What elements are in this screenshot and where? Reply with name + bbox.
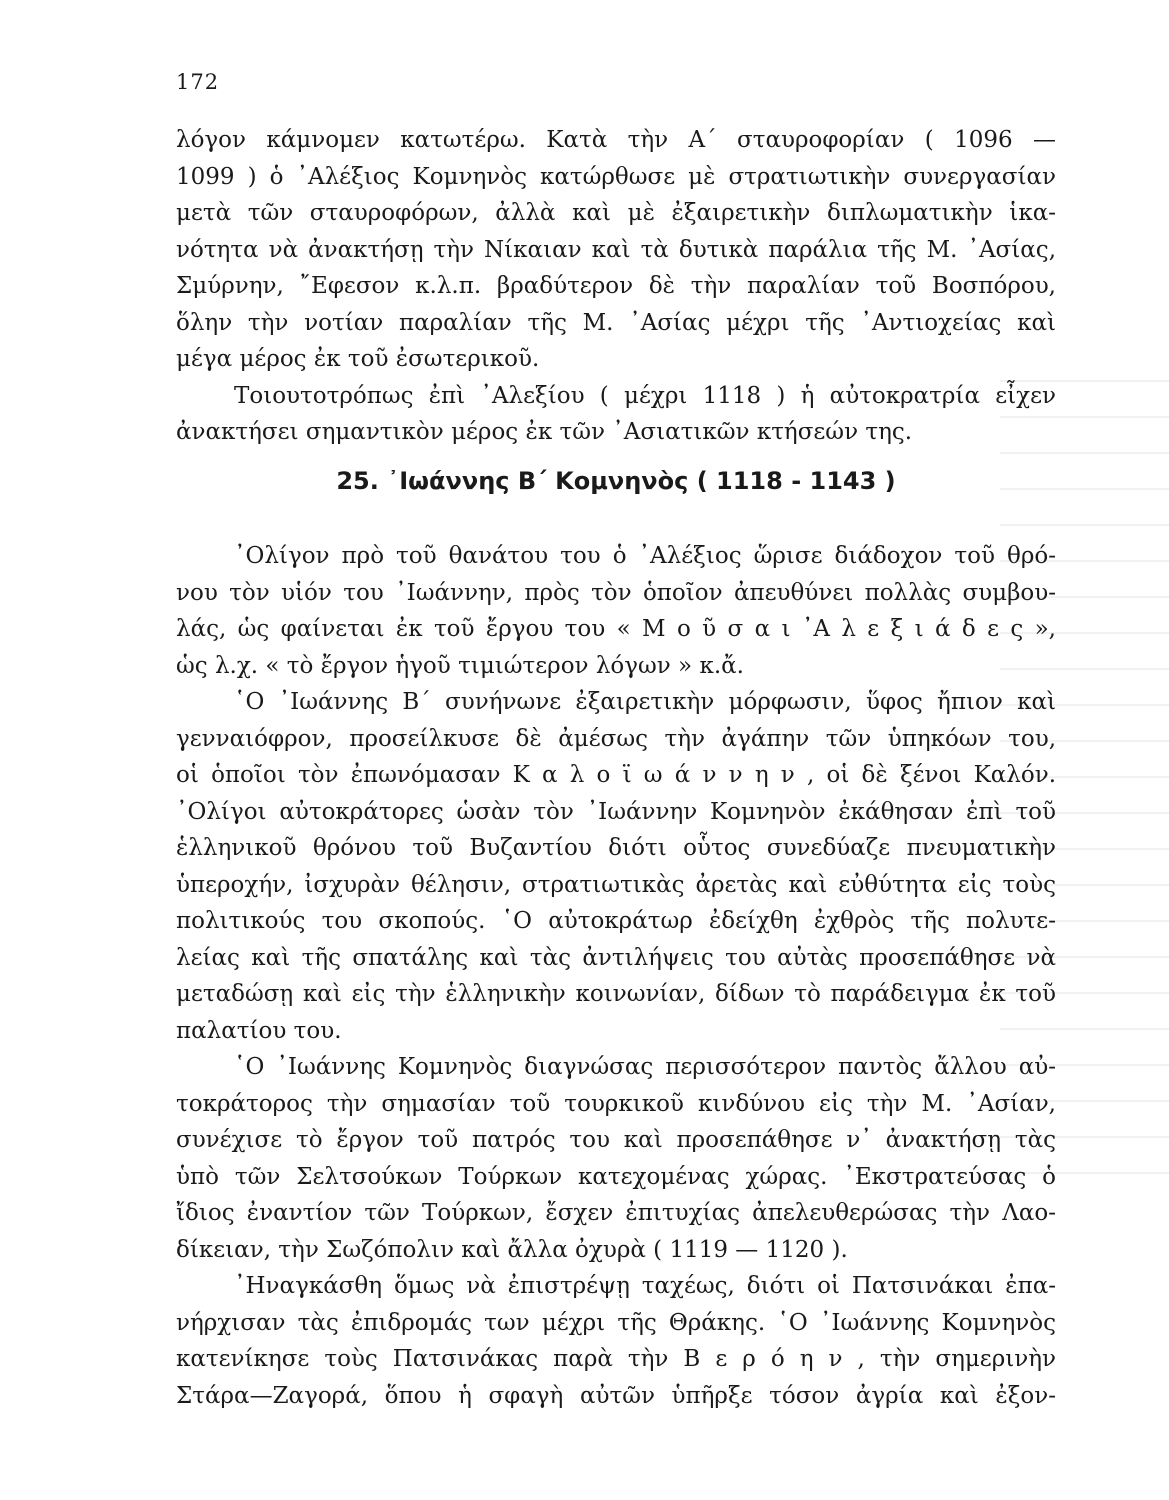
text-line: ῾Ο ᾿Ιωάννης Κομνηνὸς διαγνώσας περισσότερον παντὸς ἄλλου αὐ- (234, 1054, 1056, 1080)
text-line: νήρχισαν τὰς ἐπιδρομάς των μέχρι τῆς Θράκης. ῾Ο ᾿Ιωάννης Κομνηνὸς (176, 1309, 1056, 1336)
text-line: λάς, ὡς φαίνεται ἐκ τοῦ ἔργου του « Μ ο ῦ σ α ι ᾿Α λ ε ξ ι ά δ ε ς », (176, 616, 1056, 642)
text-line: λείας καὶ τῆς σπατάλης καὶ τὰς ἀντιλήψεις του αὐτὰς προσεπάθησε νὰ (176, 944, 1056, 971)
text-line: ῾Ο ᾿Ιωάννης Β΄ συνήνωνε ἐξαιρετικὴν μόρφωσιν, ὕφος ἤπιον καὶ (234, 689, 1056, 715)
section-1-text (176, 122, 1056, 451)
text-line: δίκειαν, τὴν Σωζόπολιν καὶ ἄλλα ὀχυρὰ ( 1119 — 1120 ). (176, 1236, 848, 1263)
text-line: ᾿Ολίγον πρὸ τοῦ θανάτου του ὁ ᾿Αλέξιος ὥρισε διάδοχον τοῦ θρό- (234, 543, 1056, 569)
text-line: κατενίκησε τοὺς Πατσινάκας παρὰ τὴν Β ε ρ ό η ν , τὴν σημερινὴν (176, 1346, 1056, 1372)
text-line: λόγον κάμνομεν κατωτέρω. Κατὰ τὴν Α΄ σταυροφορίαν ( 1096 — (176, 127, 1056, 153)
text-line: νότητα νὰ ἀνακτήσῃ τὴν Νίκαιαν καὶ τὰ δυτικὰ παράλια τῆς Μ. ᾿Ασίας, (176, 236, 1056, 263)
text-line: ὑπὸ τῶν Σελτσούκων Τούρκων κατεχομένας χώρας. ᾿Εκστρατεύσας ὁ (176, 1163, 1056, 1190)
text-line: ἀνακτήσει σημαντικὸν μέρος ἐκ τῶν ᾿Ασιατικῶν κτήσεών της. (176, 419, 913, 445)
text-line: νου τὸν υἱόν του ᾿Ιωάννην, πρὸς τὸν ὁποῖον ἀπευθύνει πολλὰς συμβου- (176, 579, 1056, 606)
text-line: γενναιόφρον, προσείλκυσε δὲ ἀμέσως τὴν ἀγάπην τῶν ὑπηκόων του, (176, 725, 1056, 752)
text-line: παλατίου του. (176, 1017, 342, 1044)
page-number: 172 (176, 70, 220, 94)
text-line: τοκράτορος τὴν σημασίαν τοῦ τουρκικοῦ κινδύνου εἰς τὴν Μ. ᾿Ασίαν, (176, 1090, 1056, 1117)
text-line: ᾿Ηναγκάσθη ὅμως νὰ ἐπιστρέψῃ ταχέως, διότι οἱ Πατσινάκαι ἐπα- (234, 1273, 1056, 1299)
text-line: ἑλληνικοῦ θρόνου τοῦ Βυζαντίου διότι οὗτος συνεδύαζε πνευματικὴν (176, 835, 1056, 861)
section-2-text (176, 538, 1056, 1414)
text-line: 1099 ) ὁ ᾿Αλέξιος Κομνηνὸς κατώρθωσε μὲ στρατιωτικὴν συνεργασίαν (176, 163, 1056, 190)
text-line: Στάρα—Ζαγορά, ὅπου ἡ σφαγὴ αὐτῶν ὑπῆρξε τόσον ἀγρία καὶ ἐξον- (176, 1382, 1056, 1409)
text-line: μετὰ τῶν σταυροφόρων, ἀλλὰ καὶ μὲ ἐξαιρετικὴν διπλωματικὴν ἱκα- (176, 200, 1056, 226)
text-line: πολιτικούς του σκοπούς. ῾Ο αὐτοκράτωρ ἐδείχθη ἐχθρὸς τῆς πολυτε- (176, 908, 1056, 934)
text-line: μέγα μέρος ἐκ τοῦ ἐσωτερικοῦ. (176, 346, 540, 372)
text-line: ὡς λ.χ. « τὸ ἔργον ἡγοῦ τιμιώτερον λόγων » κ.ἄ. (176, 652, 744, 679)
text-line: Τοιουτοτρόπως ἐπὶ ᾿Αλεξίου ( μέχρι 1118 ) ἡ αὐτοκρατρία εἶχεν (234, 382, 1056, 409)
text-line: συνέχισε τὸ ἔργον τοῦ πατρός του καὶ προσεπάθησε ν᾿ ἀνακτήσῃ τὰς (176, 1127, 1056, 1153)
text-line: ἴδιος ἐναντίον τῶν Τούρκων, ἔσχεν ἐπιτυχίας ἀπελευθερώσας τὴν Λαο- (176, 1200, 1056, 1226)
section-heading: 25. ᾿Ιωάννης Β΄ Κομνηνὸς ( 1118 - 1143 ) (336, 467, 896, 495)
text-line: ὑπεροχήν, ἰσχυρὰν θέλησιν, στρατιωτικὰς ἀρετὰς καὶ εὐθύτητα εἰς τοὺς (176, 871, 1056, 898)
text-line: ᾿Ολίγοι αὐτοκράτορες ὡσὰν τὸν ᾿Ιωάννην Κομνηνὸν ἐκάθησαν ἐπὶ τοῦ (176, 798, 1056, 825)
text-line: μεταδώσῃ καὶ εἰς τὴν ἑλληνικὴν κοινωνίαν, δίδων τὸ παράδειγμα ἐκ τοῦ (176, 981, 1056, 1007)
text-line: Σμύρνην, ῎Εφεσον κ.λ.π. βραδύτερον δὲ τὴν παραλίαν τοῦ Βοσπόρου, (176, 273, 1056, 299)
text-line: ὅλην τὴν νοτίαν παραλίαν τῆς Μ. ᾿Ασίας μέχρι τῆς ᾿Αντιοχείας καὶ (176, 309, 1056, 336)
text-line: οἱ ὁποῖοι τὸν ἐπωνόμασαν Κ α λ ο ϊ ω ά ν ν η ν , οἱ δὲ ξένοι Καλόν. (176, 762, 1056, 788)
